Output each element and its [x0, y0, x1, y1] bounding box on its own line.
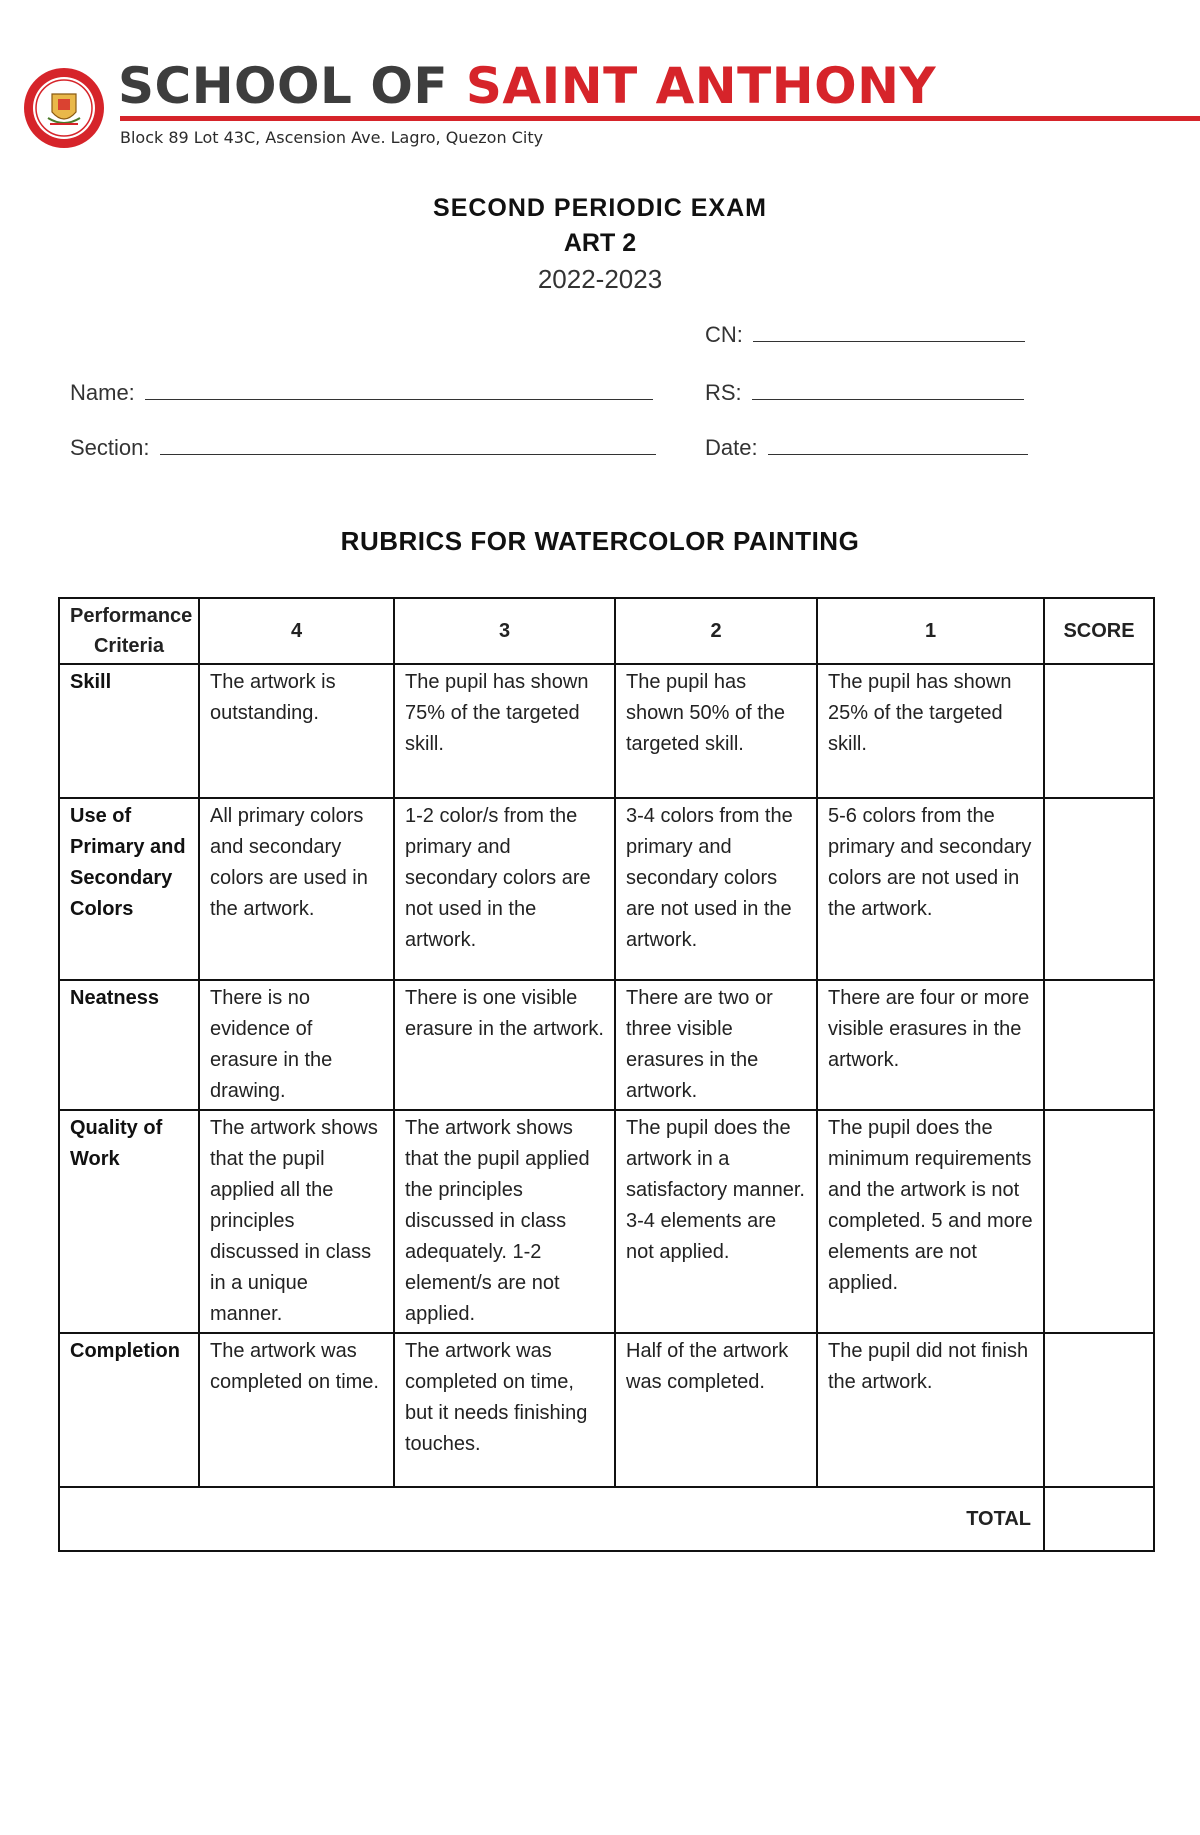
date-field[interactable]	[705, 435, 1028, 461]
level-4-cell: The artwork was completed on time.	[199, 1333, 394, 1487]
score-cell[interactable]	[1044, 1333, 1154, 1487]
rs-label: RS:	[705, 380, 742, 405]
level-3-cell: The pupil has shown 75% of the targeted skill.	[394, 664, 615, 798]
school-address: Block 89 Lot 43C, Ascension Ave. Lagro, Quezon City	[120, 128, 544, 147]
rubric-row-completion	[59, 1333, 1154, 1487]
rubric-total-row	[59, 1487, 1154, 1551]
rubric-row-skill	[59, 664, 1154, 798]
level-4-cell: The artwork shows that the pupil applied all the principles discussed in class in a unique manner.	[199, 1110, 394, 1333]
header-level-1: 1	[817, 598, 1044, 664]
header-level-3: 3	[394, 598, 615, 664]
header-red-rule	[120, 116, 1200, 121]
rubric-header-row	[59, 598, 1154, 664]
rubric-row-quality	[59, 1110, 1154, 1333]
header-performance-criteria: Performance Criteria	[59, 598, 199, 664]
section-field[interactable]	[70, 435, 656, 461]
score-cell[interactable]	[1044, 798, 1154, 980]
date-label: Date:	[705, 435, 758, 460]
total-label: TOTAL	[59, 1487, 1044, 1551]
level-3-cell: 1-2 color/s from the primary and secondary colors are not used in the artwork.	[394, 798, 615, 980]
score-cell[interactable]	[1044, 980, 1154, 1110]
level-4-cell: All primary colors and secondary colors are used in the artwork.	[199, 798, 394, 980]
rs-blank-line[interactable]	[752, 381, 1024, 400]
school-name: SCHOOL OF SAINT ANTHONY	[118, 57, 937, 115]
level-4-cell: The artwork is outstanding.	[199, 664, 394, 798]
section-blank-line[interactable]	[160, 436, 656, 455]
cn-field[interactable]	[705, 322, 1025, 348]
level-2-cell: Half of the artwork was completed.	[615, 1333, 817, 1487]
level-1-cell: 5-6 colors from the primary and secondary colors are not used in the artwork.	[817, 798, 1044, 980]
date-blank-line[interactable]	[768, 436, 1028, 455]
criteria-cell: Quality of Work	[59, 1110, 199, 1333]
level-2-cell: 3-4 colors from the primary and secondary colors are not used in the artwork.	[615, 798, 817, 980]
criteria-cell: Neatness	[59, 980, 199, 1110]
cn-label: CN:	[705, 322, 743, 347]
school-year: 2022-2023	[537, 264, 663, 294]
header-score: SCORE	[1044, 598, 1154, 664]
header-level-2: 2	[615, 598, 817, 664]
exam-subject: ART 2	[563, 229, 637, 257]
school-header	[20, 57, 1200, 162]
level-2-cell: There are two or three visible erasures in the artwork.	[615, 980, 817, 1110]
level-2-cell: The pupil does the artwork in a satisfactory manner. 3-4 elements are not applied.	[615, 1110, 817, 1333]
exam-title-block	[0, 190, 1200, 298]
level-2-cell: The pupil has shown 50% of the targeted skill.	[615, 664, 817, 798]
cn-blank-line[interactable]	[753, 323, 1025, 342]
level-3-cell: The artwork was completed on time, but it needs finishing touches.	[394, 1333, 615, 1487]
level-3-cell: There is one visible erasure in the artwork.	[394, 980, 615, 1110]
level-4-cell: There is no evidence of erasure in the drawing.	[199, 980, 394, 1110]
rs-field[interactable]	[705, 380, 1024, 406]
level-1-cell: The pupil did not finish the artwork.	[817, 1333, 1044, 1487]
criteria-cell: Skill	[59, 664, 199, 798]
level-3-cell: The artwork shows that the pupil applied the principles discussed in class adequately. 1-2 element/s are not applied.	[394, 1110, 615, 1333]
name-blank-line[interactable]	[145, 381, 653, 400]
rubric-row-colors	[59, 798, 1154, 980]
level-1-cell: The pupil has shown 25% of the targeted skill.	[817, 664, 1044, 798]
total-score-cell[interactable]	[1044, 1487, 1154, 1551]
exam-title: SECOND PERIODIC EXAM	[433, 194, 767, 222]
section-label: Section:	[70, 435, 150, 460]
name-field[interactable]	[70, 380, 653, 406]
school-seal-logo	[22, 66, 106, 150]
rubric-table	[58, 597, 1155, 1552]
level-1-cell: There are four or more visible erasures in the artwork.	[817, 980, 1044, 1110]
criteria-cell: Use of Primary and Secondary Colors	[59, 798, 199, 980]
name-label: Name:	[70, 380, 135, 405]
score-cell[interactable]	[1044, 1110, 1154, 1333]
header-level-4: 4	[199, 598, 394, 664]
level-1-cell: The pupil does the minimum requirements and the artwork is not completed. 5 and more elements are not applied.	[817, 1110, 1044, 1333]
rubric-row-neatness	[59, 980, 1154, 1110]
rubric-title: RUBRICS FOR WATERCOLOR PAINTING	[340, 526, 860, 556]
criteria-cell: Completion	[59, 1333, 199, 1487]
score-cell[interactable]	[1044, 664, 1154, 798]
